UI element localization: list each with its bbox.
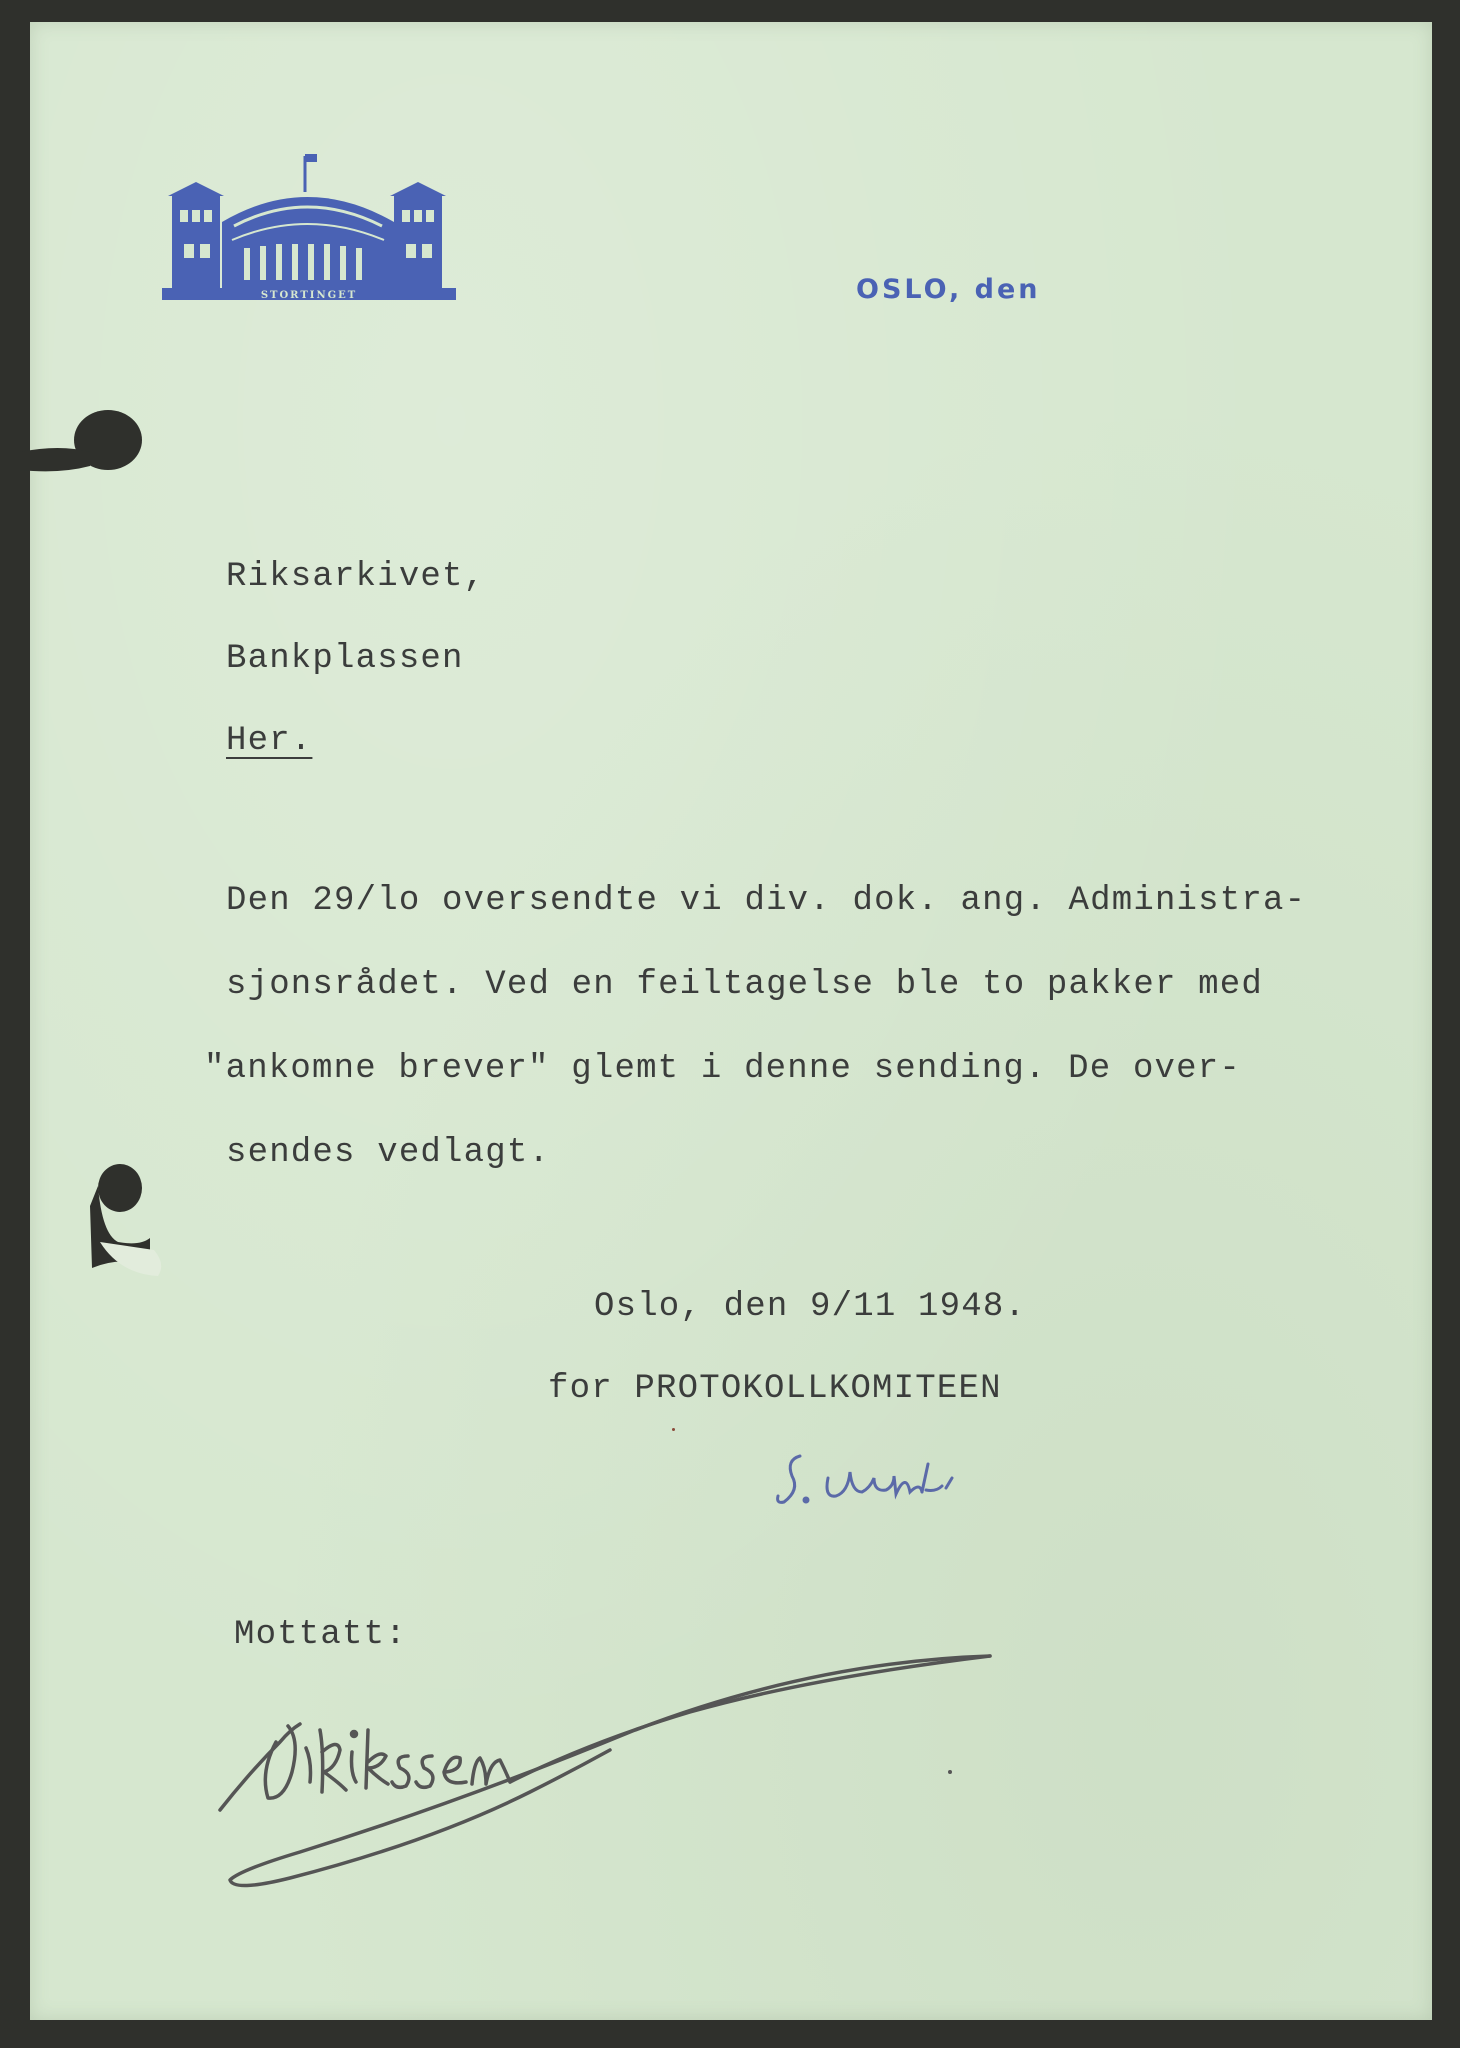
punch-hole-top [20,394,150,494]
letterhead-place-line: OSLO, den [856,274,1041,305]
committee-signature [770,1442,1010,1522]
ink-speck [672,1428,675,1431]
body-line-4: sendes vedlagt. [226,1134,551,1172]
body-line-2: sjonsrådet. Ved en feiltagelse ble to pakker med [226,966,1263,1004]
recipient-line-1: Riksarkivet, [226,558,486,596]
body-line-1: Den 29/lo oversendte vi div. dok. ang. Administra- [226,882,1307,920]
receipt-label: Mottatt: [234,1616,407,1654]
recipient-line-2: Bankplassen [226,640,464,678]
stortinget-logo [162,152,456,302]
closing-committee-line: for PROTOKOLLKOMITEEN [548,1370,1002,1408]
recipient-line-3: Her. [226,722,313,760]
closing-date-line: Oslo, den 9/11 1948. [594,1288,1027,1326]
receipt-signature [210,1622,1010,1902]
body-line-3: "ankomne brever" glemt i denne sending. De over- [204,1050,1241,1088]
logo-caption: STORTINGET [260,290,358,301]
punch-hole-bottom [80,1146,190,1296]
letter-paper [30,22,1432,2020]
